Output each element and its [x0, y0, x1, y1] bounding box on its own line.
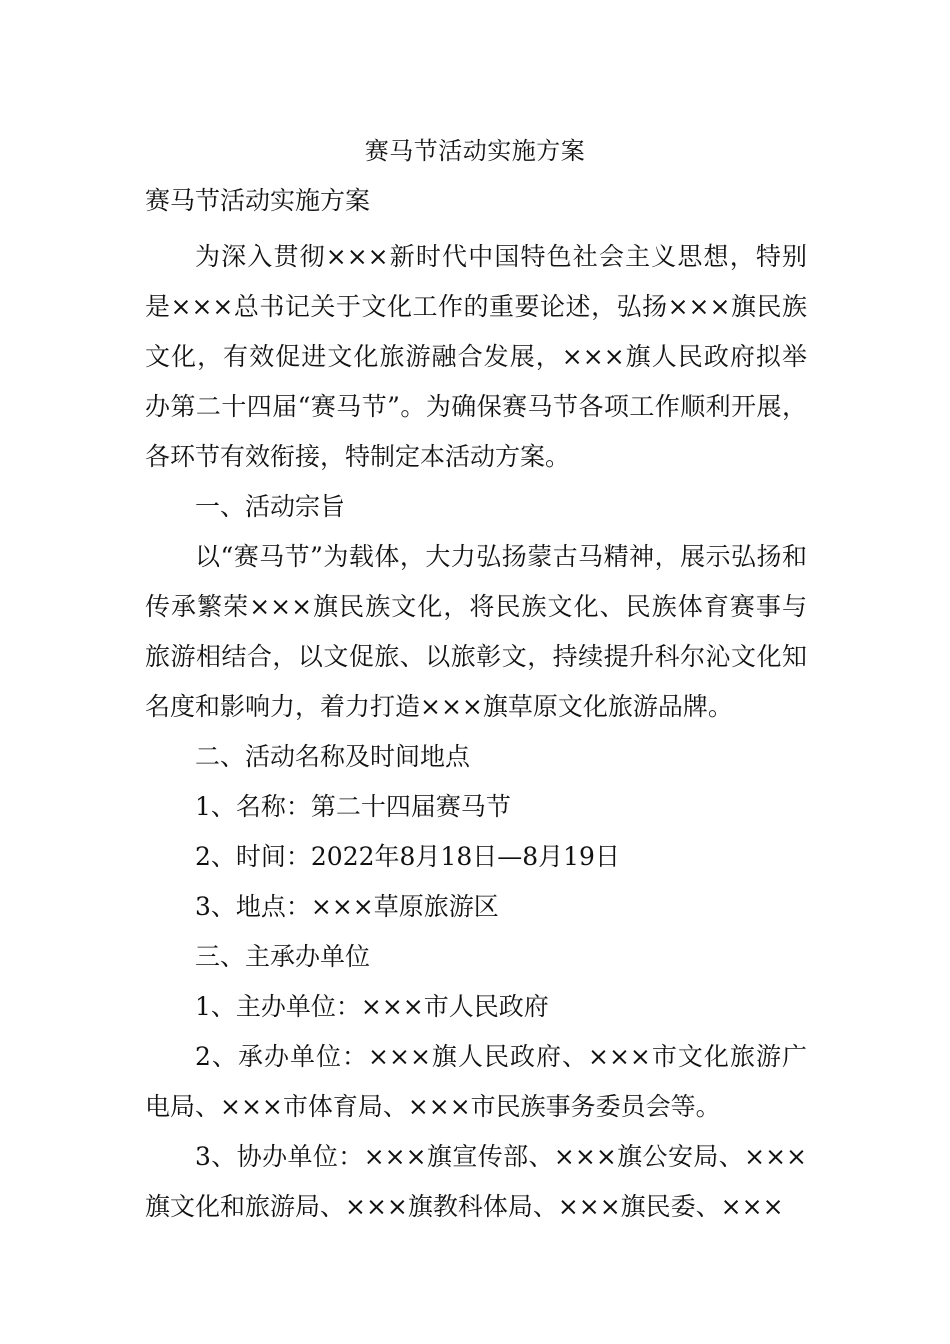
section-heading-purpose: 一、活动宗旨	[195, 492, 346, 521]
list-item-co-organizer: 3、协办单位：×××旗宣传部、×××旗公安局、×××旗文化和旅游局、×××旗教科体局、×××旗民委、×××	[145, 1142, 807, 1221]
document-title: 赛马节活动实施方案	[364, 137, 586, 165]
purpose-paragraph: 以“赛马节”为载体，大力弘扬蒙古马精神，展示弘扬和传承繁荣×××旗民族文化，将民族文化、民族体育赛事与旅游相结合，以文促旅、以旅彰文，持续提升科尔沁文化知名度和影响力，着力打造×××旗草原文化旅游品牌。	[145, 542, 807, 721]
list-item-host: 1、主办单位：×××市人民政府	[195, 992, 549, 1021]
list-item-place: 3、地点：×××草原旅游区	[195, 892, 499, 921]
list-item-time: 2、时间：2022年8月18日—8月19日	[195, 842, 620, 871]
section-heading-organizers: 三、主承办单位	[195, 942, 371, 971]
list-item-name: 1、名称：第二十四届赛马节	[195, 792, 511, 821]
list-item-organizer: 2、承办单位：×××旗人民政府、×××市文化旅游广电局、×××市体育局、×××市民族事务委员会等。	[145, 1042, 807, 1121]
intro-paragraph: 为深入贯彻×××新时代中国特色社会主义思想，特别是×××总书记关于文化工作的重要论述，弘扬×××旗民族文化，有效促进文化旅游融合发展，×××旗人民政府拟举办第二十四届“赛马节”。为确保赛马节各项工作顺利开展，各环节有效衔接，特制定本活动方案。	[145, 242, 807, 471]
document-subtitle: 赛马节活动实施方案	[145, 186, 371, 215]
section-heading-name-time-place: 二、活动名称及时间地点	[195, 742, 471, 771]
document-body	[145, 232, 807, 1232]
